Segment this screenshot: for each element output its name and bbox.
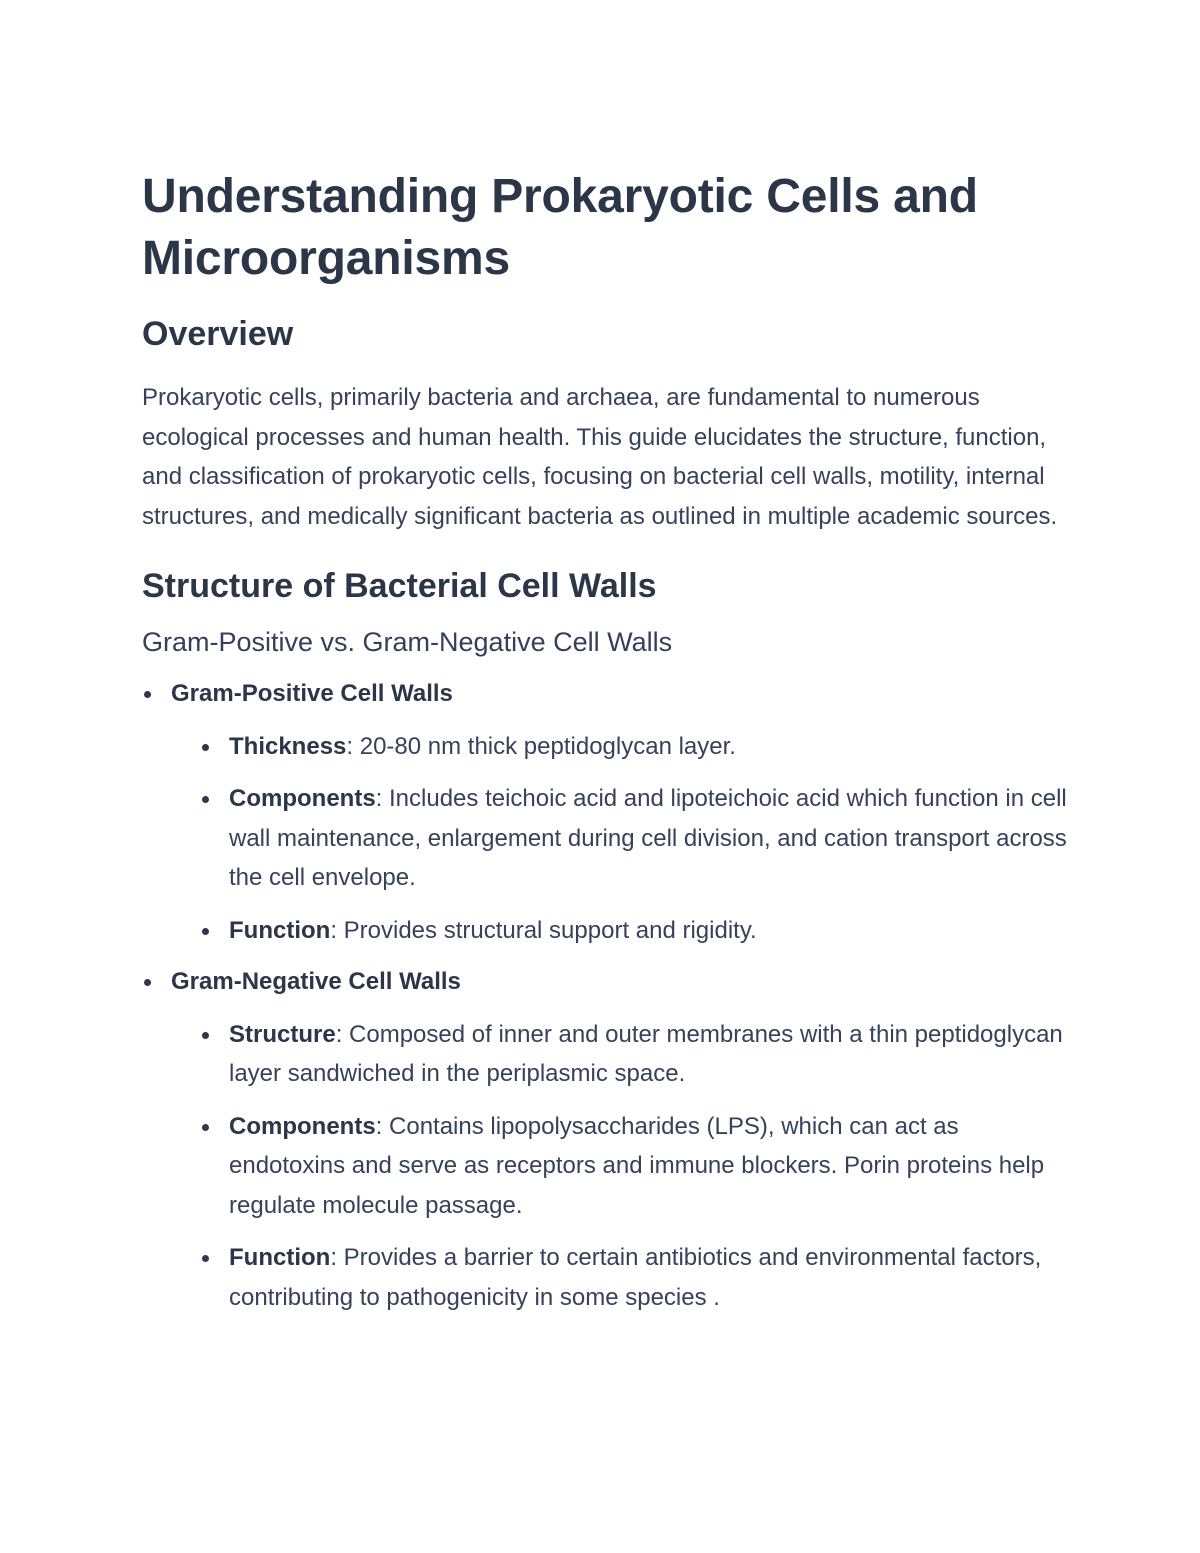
overview-heading: Overview (142, 315, 294, 353)
item-label: Function (229, 916, 331, 944)
item-label: Components (229, 1112, 376, 1140)
list-item (171, 779, 1072, 898)
list-item-gram-negative (142, 962, 1072, 1317)
list-item (171, 1015, 1072, 1094)
gram-positive-details-list (171, 727, 1072, 951)
list-item-gram-positive (142, 674, 1072, 950)
item-label: Components (229, 785, 376, 813)
list-item (171, 1107, 1072, 1226)
bullet-icon (202, 928, 209, 935)
item-text: : Provides a barrier to certain antibiotics and environmental factors, contributing to pathogenicity in some species . (229, 1244, 1042, 1311)
item-text: : Composed of inner and outer membranes with a thin peptidoglycan layer sandwiched in the periplasmic space. (229, 1020, 1063, 1088)
item-text: : Contains lipopolysaccharides (LPS), which can act as endotoxins and serve as receptors and immune blockers. Porin proteins help regulate molecule passage. (229, 1112, 1045, 1219)
item-text: : Provides structural support and rigidity. (330, 916, 757, 944)
item-label: Thickness (229, 732, 347, 760)
list-item (171, 1238, 1072, 1317)
cell-walls-heading: Structure of Bacterial Cell Walls (142, 567, 657, 606)
gram-negative-label: Gram-Negative Cell Walls (171, 968, 461, 996)
document-title: Understanding Prokaryotic Cells and Microorganisms (142, 170, 978, 285)
bullet-icon (144, 979, 151, 986)
bullet-icon (202, 796, 209, 803)
list-item (171, 727, 1072, 767)
item-text: : 20-80 nm thick peptidoglycan layer. (346, 732, 736, 760)
list-item (171, 911, 1072, 951)
gram-positive-label: Gram-Positive Cell Walls (171, 680, 453, 708)
item-label: Structure (229, 1020, 336, 1048)
gram-negative-details-list (171, 1015, 1072, 1318)
bullet-icon (202, 744, 209, 751)
item-label: Function (229, 1244, 331, 1272)
document-page (142, 166, 1072, 1317)
bullet-icon (202, 1255, 209, 1262)
gram-comparison-subheading: Gram-Positive vs. Gram-Negative Cell Walls (142, 627, 673, 658)
cell-wall-types-list (142, 674, 1072, 1317)
bullet-icon (202, 1032, 209, 1039)
overview-paragraph: Prokaryotic cells, primarily bacteria and archaea, are fundamental to numerous ecological processes and human health. This guide elucidates the structure, function, and classification of prokaryotic cells, focusing on bacterial cell walls, motility, internal structures, and medically significant bacteria as outlined in multiple academic sources. (142, 384, 1058, 530)
bullet-icon (144, 691, 151, 698)
item-text: : Includes teichoic acid and lipoteichoic acid which function in cell wall maintenance, enlargement during cell division, and cation transport across the cell envelope. (229, 785, 1067, 892)
bullet-icon (202, 1124, 209, 1131)
